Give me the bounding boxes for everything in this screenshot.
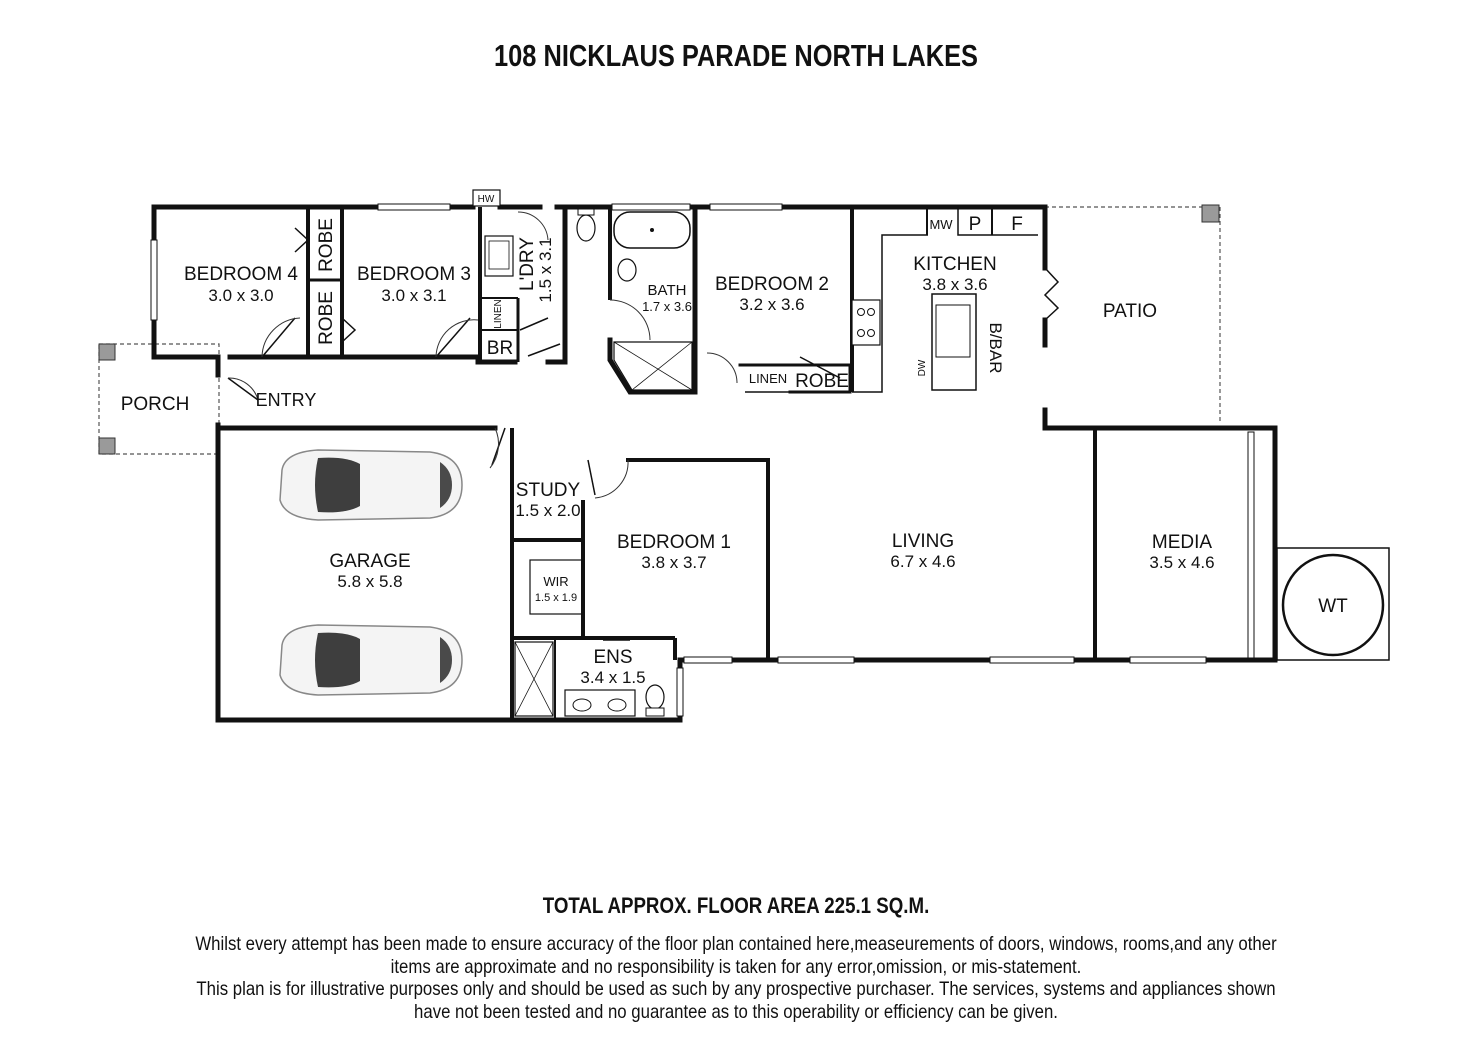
car-icon	[280, 450, 462, 520]
kitchen-appliances	[929, 214, 1022, 235]
bedroom4-dim: 3.0 x 3.0	[208, 286, 274, 305]
disclaimer-line: This plan is for illustrative purposes only and should be used as such by any prospective purchaser. The services, systems and appliances shown	[196, 978, 1276, 1000]
media-label: MEDIA	[1151, 532, 1213, 553]
living-dim: 6.7 x 4.6	[890, 552, 956, 571]
robe-label: ROBE	[795, 371, 849, 392]
water-tank-label: WT	[1318, 596, 1348, 617]
disclaimer	[155, 933, 1318, 1023]
robe-label: ROBE	[316, 291, 337, 345]
breakfast-bar-label: B/BAR	[986, 322, 1005, 374]
svg-text:P: P	[968, 214, 982, 235]
porch-label: PORCH	[120, 394, 190, 415]
ensuite-dim: 3.4 x 1.5	[580, 668, 646, 687]
car-icon	[280, 625, 462, 695]
bedroom1-dim: 3.8 x 3.7	[641, 553, 707, 572]
svg-text:MW: MW	[929, 217, 953, 232]
living-label: LIVING	[891, 531, 955, 552]
bedroom1-label: BEDROOM 1	[616, 532, 732, 553]
disclaimer-line: Whilst every attempt has been made to ensure accuracy of the floor plan contained here,measeurements of doors, windows, rooms,and any other	[195, 933, 1277, 955]
bedroom3-label: BEDROOM 3	[356, 264, 472, 285]
br-label: BR	[486, 338, 514, 359]
disclaimer-line: have not been tested and no guarantee as to this operability or efficiency can be given.	[414, 1000, 1058, 1023]
kitchen-dim: 3.8 x 3.6	[922, 275, 988, 294]
garage-dim: 5.8 x 5.8	[337, 572, 403, 591]
wir-dim: 1.5 x 1.9	[534, 592, 578, 604]
bedroom3-dim: 3.0 x 3.1	[381, 286, 447, 305]
media-dim: 3.5 x 4.6	[1149, 553, 1215, 572]
entry-label: ENTRY	[255, 390, 317, 410]
svg-text:F: F	[1011, 214, 1023, 235]
laundry-label: L'DRY	[517, 237, 538, 291]
study-label: STUDY	[515, 480, 581, 501]
patio-label: PATIO	[1102, 301, 1158, 322]
bath-label: BATH	[647, 282, 687, 299]
wir-label: WIR	[543, 574, 569, 589]
bedroom2-label: BEDROOM 2	[714, 274, 830, 295]
plan-title: 108 NICKLAUS PARADE NORTH LAKES	[494, 38, 978, 73]
bedroom2-dim: 3.2 x 3.6	[739, 295, 805, 314]
garage-label: GARAGE	[329, 551, 411, 572]
laundry-dim: 1.5 x 3.1	[536, 237, 555, 303]
bath-dim: 1.7 x 3.6	[642, 299, 692, 314]
study-dim: 1.5 x 2.0	[515, 501, 581, 520]
hot-water	[473, 190, 500, 206]
svg-text:HW: HW	[477, 194, 495, 205]
robe-label: ROBE	[316, 218, 337, 272]
linen-label: LINEN	[493, 299, 504, 329]
ensuite-label: ENS	[593, 647, 633, 668]
kitchen-label: KITCHEN	[913, 254, 997, 275]
linen-label: LINEN	[748, 371, 788, 386]
dishwasher-label: DW	[917, 359, 928, 377]
ensuite-fixtures	[565, 685, 664, 716]
disclaimer-line: items are approximate and no responsibility is taken for any error,omission, or mis-statement.	[390, 955, 1082, 978]
total-floor-area: TOTAL APPROX. FLOOR AREA 225.1 SQ.M.	[542, 893, 930, 918]
bedroom4-label: BEDROOM 4	[183, 264, 299, 285]
